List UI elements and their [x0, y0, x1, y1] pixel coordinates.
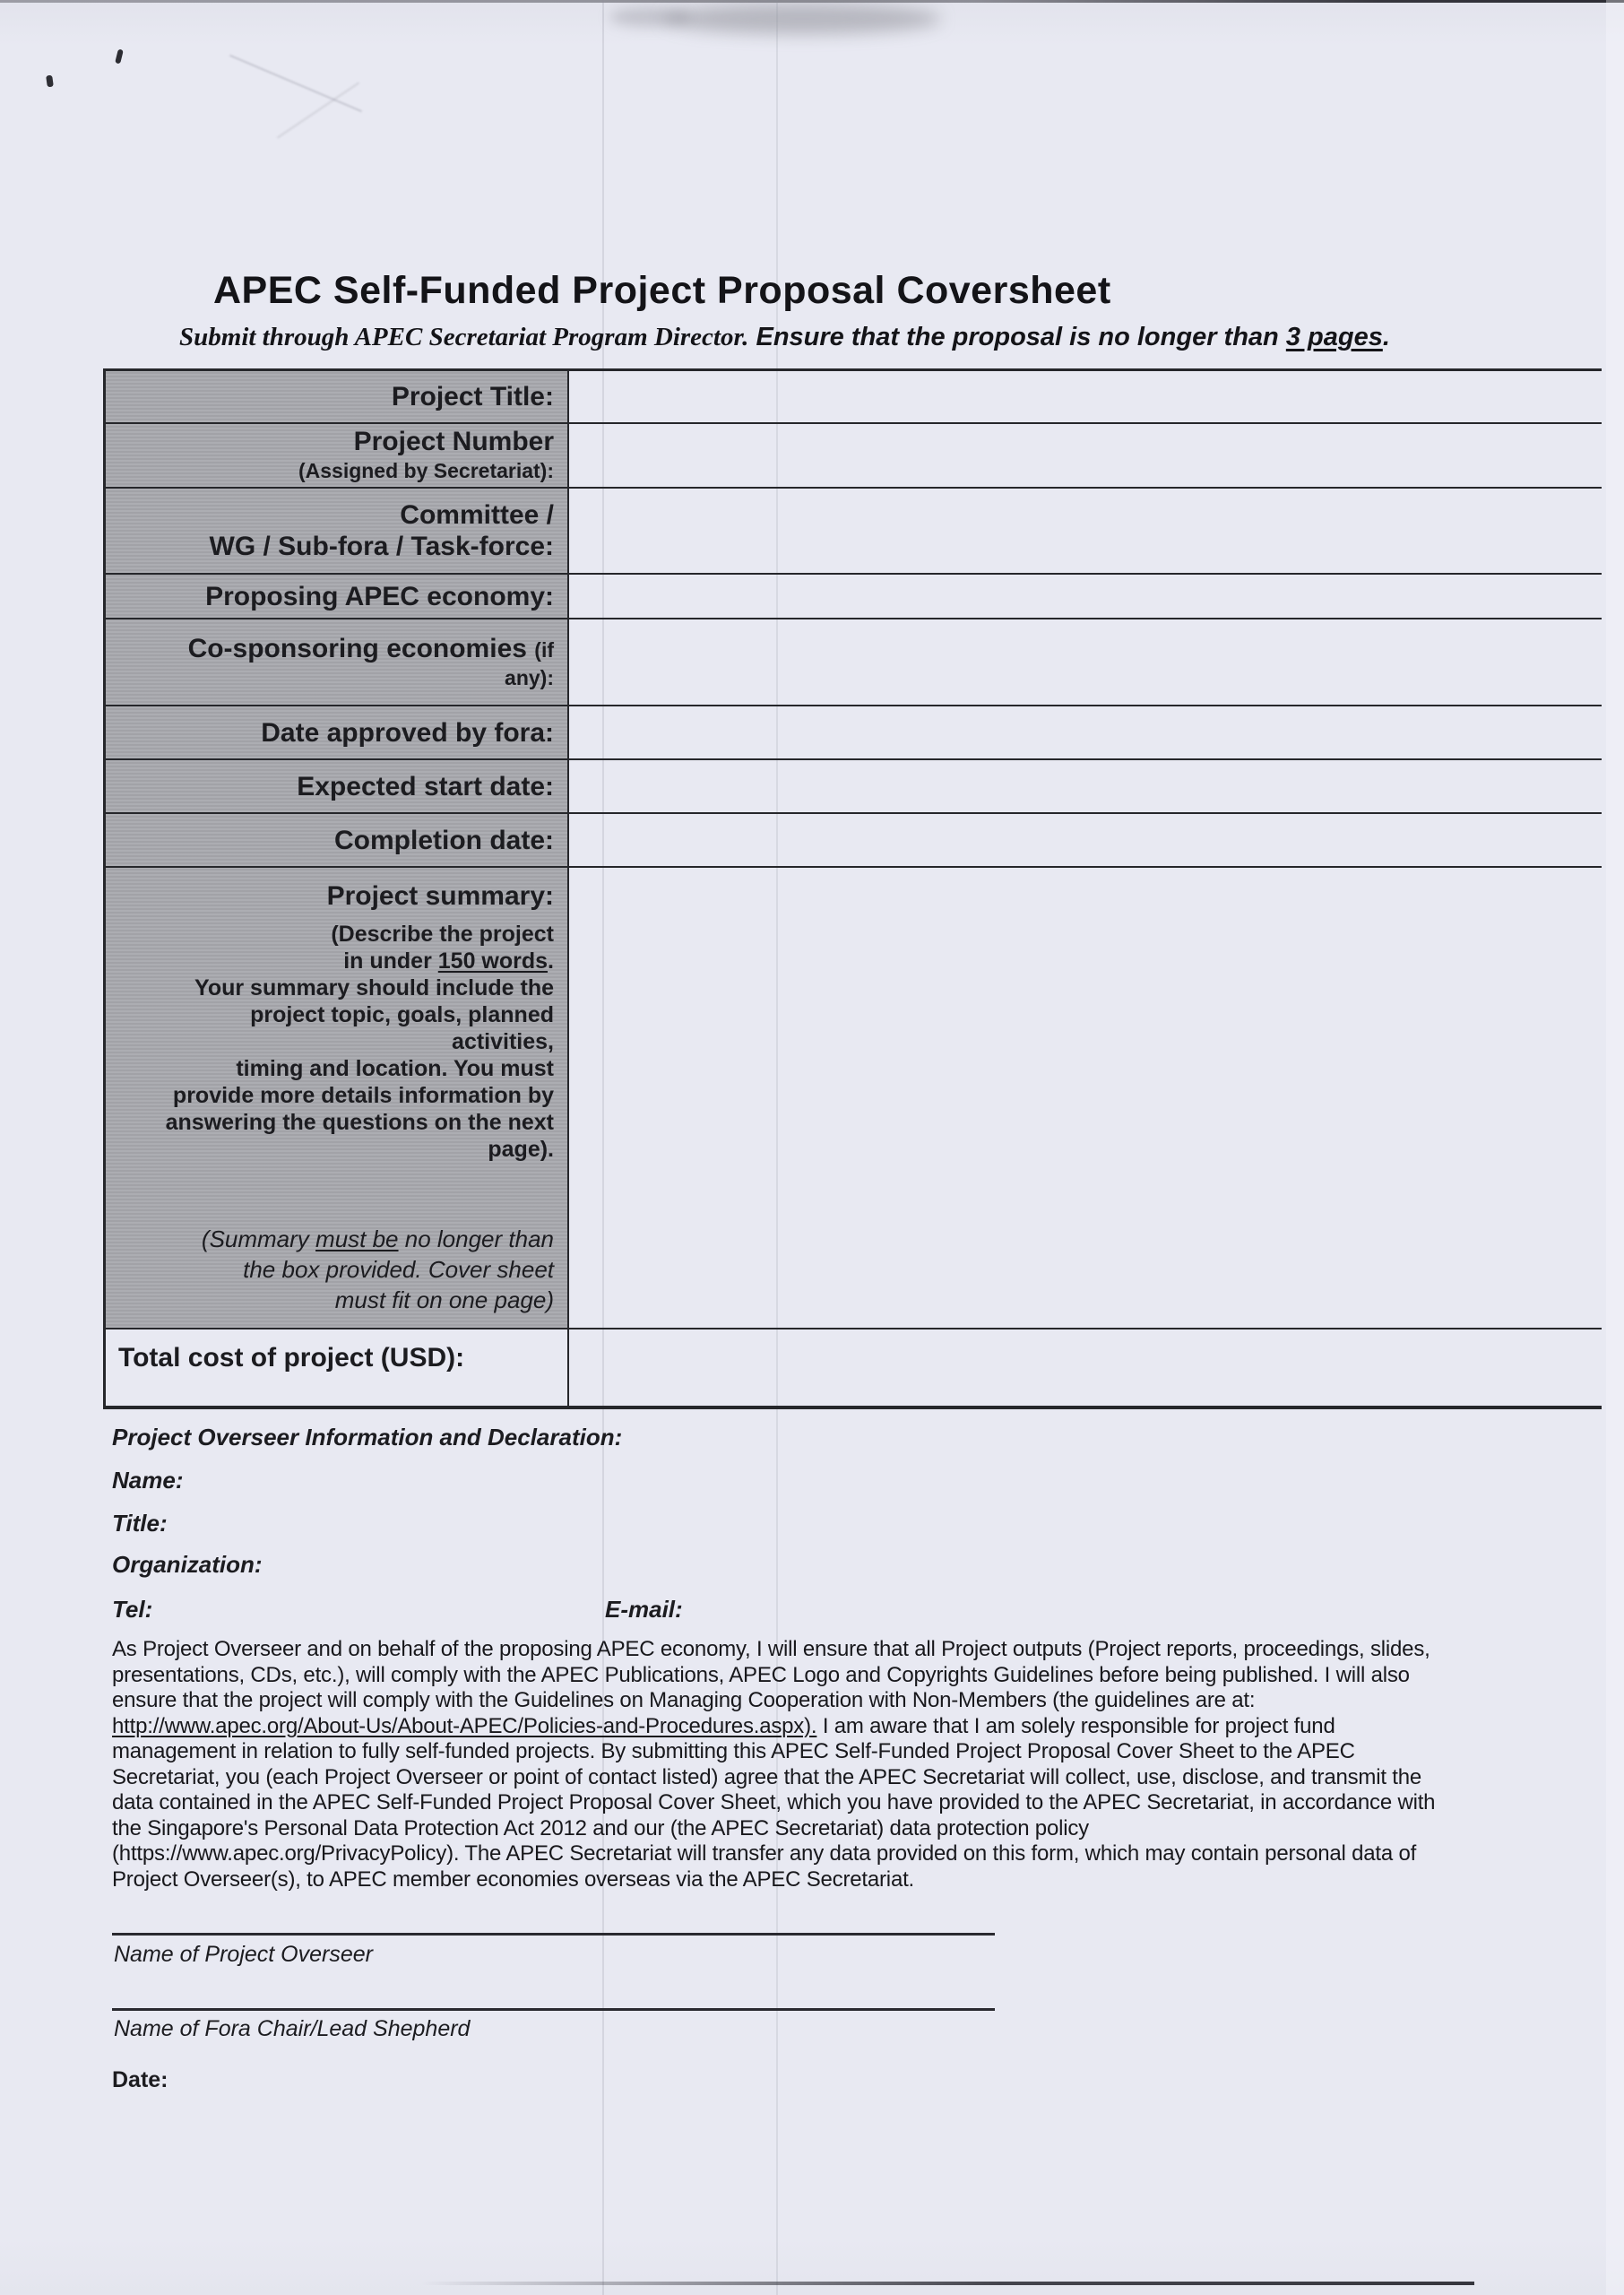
row-total-cost — [106, 1329, 1602, 1406]
scan-ink-mark — [115, 49, 124, 65]
row-committee — [106, 489, 1602, 575]
form-subtitle — [179, 323, 1390, 352]
subtitle-pages-limit: 3 pages — [1285, 323, 1383, 351]
overseer-organization-label: Organization: — [112, 1551, 263, 1578]
field-label-project-title: Project Title: — [106, 371, 569, 422]
overseer-email-label: E-mail: — [605, 1596, 683, 1623]
scan-right-edge — [1606, 0, 1624, 2295]
chair-signature-line — [112, 2008, 995, 2011]
overseer-name-label: Name: — [112, 1467, 184, 1494]
row-project-number — [106, 424, 1602, 489]
field-value-project-number — [569, 424, 1602, 487]
row-project-title — [106, 371, 1602, 424]
scan-top-edge — [0, 0, 1624, 3]
field-value-proposing-economy — [569, 575, 1602, 618]
scan-bottom-edge — [421, 2282, 1474, 2285]
scan-fold-mark — [229, 55, 362, 112]
row-project-summary — [106, 868, 1602, 1329]
coversheet-table — [103, 368, 1602, 1409]
field-value-completion-date — [569, 814, 1602, 866]
field-value-date-approved — [569, 706, 1602, 758]
scan-smudge — [663, 4, 941, 34]
row-date-approved — [106, 706, 1602, 760]
field-label-proposing-economy: Proposing APEC economy: — [106, 575, 569, 618]
field-value-committee — [569, 489, 1602, 573]
field-value-project-title — [569, 371, 1602, 422]
project-summary-heading: Project summary: — [326, 881, 554, 911]
subtitle-serif-part: Submit through APEC Secretariat Program Director. — [179, 323, 749, 351]
field-label-project-number: Project Number (Assigned by Secretariat): — [106, 424, 569, 487]
row-proposing-economy — [106, 575, 1602, 619]
scan-smudge — [609, 7, 690, 27]
overseer-tel-label: Tel: — [112, 1596, 153, 1623]
overseer-signature-label: Name of Project Overseer — [114, 1942, 373, 1967]
form-title: APEC Self-Funded Project Proposal Coversheet — [213, 269, 1111, 312]
row-completion-date — [106, 814, 1602, 868]
field-label-date-approved: Date approved by fora: — [106, 706, 569, 758]
project-summary-note: (Summary must be no longer than the box provided. Cover sheet must fit on one page) — [201, 1225, 554, 1313]
field-label-project-summary — [106, 868, 569, 1328]
overseer-section-heading: Project Overseer Information and Declaration: — [112, 1424, 623, 1451]
field-label-committee: Committee / WG / Sub-fora / Task-force: — [106, 489, 569, 573]
date-label: Date: — [112, 2067, 168, 2092]
overseer-title-label: Title: — [112, 1510, 168, 1537]
chair-signature-label: Name of Fora Chair/Lead Shepherd — [114, 2016, 471, 2041]
subtitle-sans-part: Ensure that the proposal is no longer than — [748, 323, 1286, 351]
field-label-total-cost: Total cost of project (USD): — [106, 1329, 569, 1406]
scan-ink-mark — [46, 75, 54, 88]
field-value-project-summary — [569, 868, 1602, 1328]
field-value-expected-start-date — [569, 760, 1602, 812]
field-label-expected-start-date: Expected start date: — [106, 760, 569, 812]
field-value-total-cost — [569, 1329, 1602, 1406]
project-summary-instructions: (Describe the project in under 150 words. Your summary should include the project topic, goals, planned activities, timing and location. You must provide more details information by answering the questions on the next page). — [165, 922, 554, 1162]
row-co-sponsoring-economies — [106, 619, 1602, 706]
scan-fold-mark — [277, 82, 359, 138]
field-label-co-sponsoring-economies: Co-sponsoring economies (if any): — [106, 619, 569, 705]
field-label-completion-date: Completion date: — [106, 814, 569, 866]
declaration-paragraph: As Project Overseer and on behalf of the proposing APEC economy, I will ensure that all Project outputs (Project reports, proceedings, slides, presentations, CDs, etc.), will comply with the APEC Publications, APEC Logo and Copyrights Guidelines before being published. I will also ensure that the project will comply with the Guidelines on Managing Cooperation with Non-Members (the guidelines are at: http://www.apec.org/About-Us/About-APEC/Policies-and-Procedures.aspx). I am aware that I am solely responsible for project fund management in relation to fully self-funded projects. By submitting this APEC Self-Funded Project Proposal Cover Sheet to the APEC Secretariat, you (each Project Overseer or point of contact listed) agree that the APEC Secretariat will collect, use, disclose, and transmit the data contained in the APEC Self-Funded Project Proposal Cover Sheet, which you have provided to the APEC Secretariat, in accordance with the Singapore's Personal Data Protection Act 2012 and our (the APEC Secretariat) data protection policy (https://www.apec.org/PrivacyPolicy). The APEC Secretariat will transfer any data provided on this form, which may contain personal data of Project Overseer(s), to APEC member economies overseas via the APEC Secretariat. — [112, 1637, 1436, 1892]
field-value-co-sponsoring-economies — [569, 619, 1602, 705]
row-expected-start-date — [106, 760, 1602, 814]
subtitle-period: . — [1382, 323, 1390, 351]
overseer-signature-line — [112, 1933, 995, 1936]
